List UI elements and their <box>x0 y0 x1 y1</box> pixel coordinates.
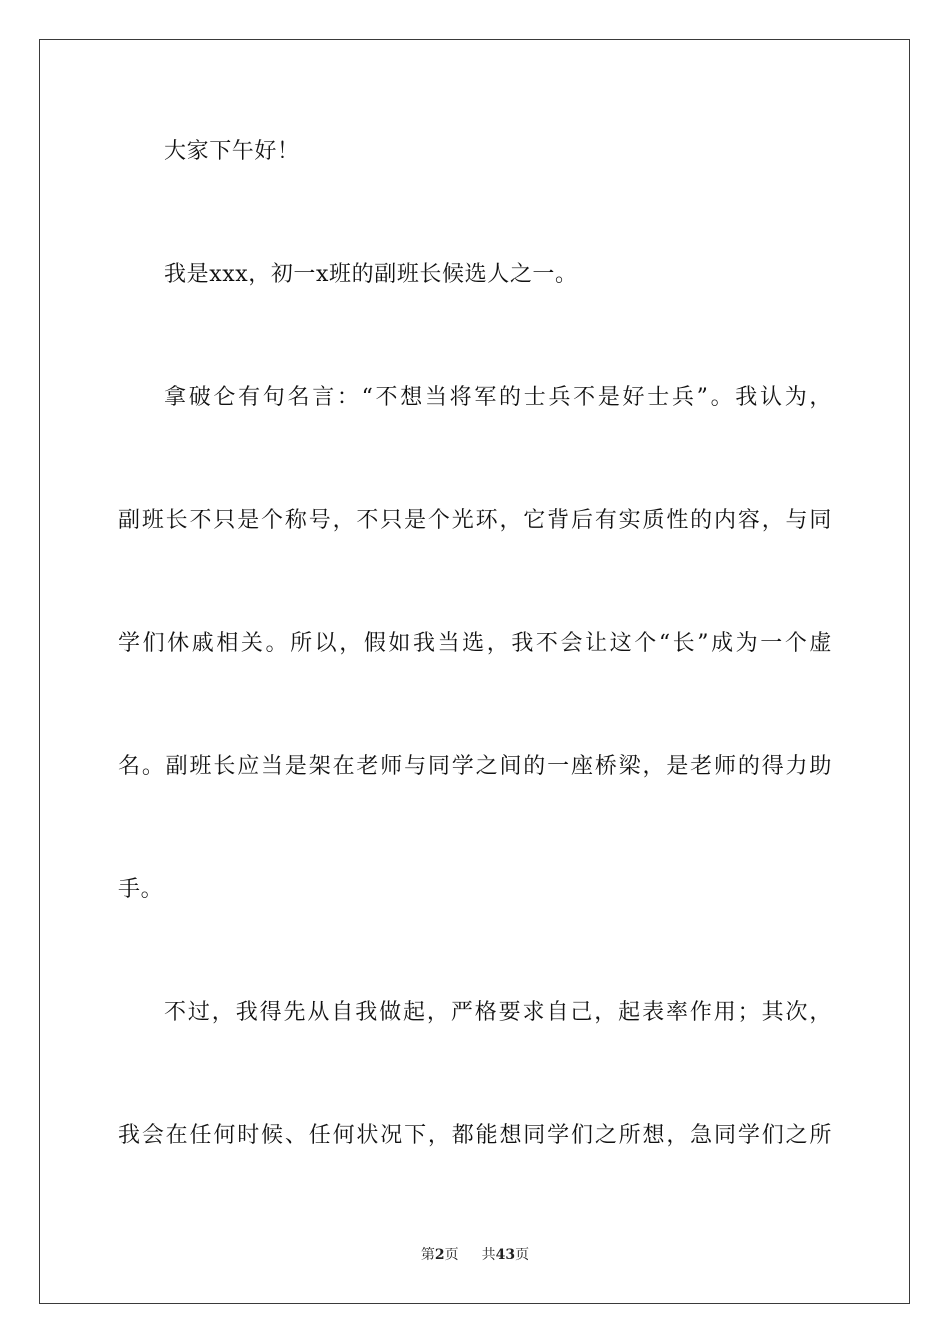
paragraph-line: 我会在任何时候、任何状况下，都能想同学们之所想，急同学们之所 <box>118 1123 832 1148</box>
page-number: 第2页 <box>420 1247 459 1263</box>
paragraph-line: 学们休戚相关。所以，假如我当选，我不会让这个“长”成为一个虚 <box>118 631 832 656</box>
page-total: 共43页 <box>481 1247 530 1263</box>
page-border <box>39 39 910 1304</box>
paragraph-line: 拿破仑有句名言：“不想当将军的士兵不是好士兵”。我认为， <box>164 385 832 410</box>
paragraph-line: 副班长不只是个称号，不只是个光环，它背后有实质性的内容，与同 <box>118 508 832 533</box>
paragraph-line: 手。 <box>118 877 164 902</box>
page-footer <box>0 1245 950 1265</box>
paragraph-line: 不过，我得先从自我做起，严格要求自己，起表率作用；其次， <box>164 1000 832 1025</box>
greeting-line: 大家下午好！ <box>164 139 300 164</box>
paragraph-line: 名。副班长应当是架在老师与同学之间的一座桥梁，是老师的得力助 <box>118 754 832 779</box>
introduction-line: 我是xxx，初一x班的副班长候选人之一。 <box>164 262 578 287</box>
